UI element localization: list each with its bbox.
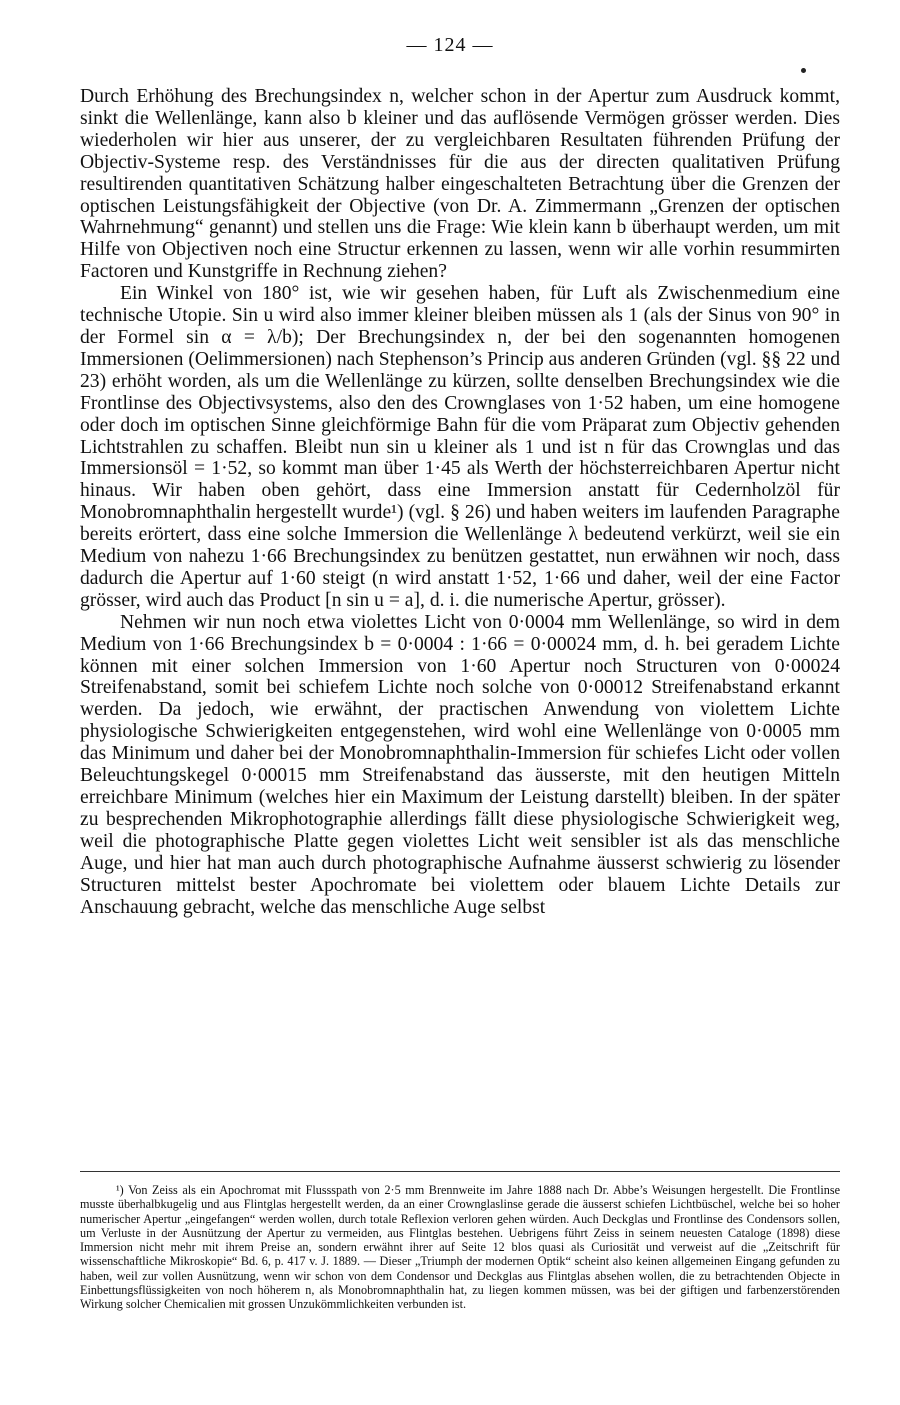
footnote: ¹) Von Zeiss als ein Apochromat mit Flussspath von 2·5 mm Brennweite im Jahre 1888 nach Dr. Abbe’s Weisungen hergestellt. Die Frontlinse musste überhalbkugelig und aus Flintglas hergestellt werden, da an einer Crownglaslinse gerade die äusserst schiefen Lichtbüschel, welche bei so hoher numerischer Apertur „eingefangen“ werden wollen, durch totale Reflexion verloren gehen würden. Auch Deckglas und Frontlinse des Condensors sollen, um Verluste in der Ausnützung der Apertur zu vermeiden, aus Flintglas bestehen. Uebrigens führt Zeiss in seinem neuesten Cataloge (1898) diese Immersion nicht mehr mit ihrem Preise an, sondern erwähnt ihrer auf Seite 12 blos quasi als Curiosität und verweist auf die „Zeitschrift für wissenschaftliche Mikroskopie“ Bd. 6, p. 417 v. J. 1889. — Dieser „Triumph der modernen Optik“ scheint also keinen allgemeinen Eingang gefunden zu haben, weil zur vollen Ausnützung, wenn wir schon von dem Condensor und Deckglas aus Flintglas absehen wollen, die zu betrachtenden Objecte in Einbettungsflüssigkeiten von noch höherem n, als Monobromnaphthalin hat, zu liegen kommen müssen, was bei der giftigen und farbenzerstörenden Wirkung solcher Chemicalien mit grossen Unzukömmlichkeiten verbunden ist. bbox=[80, 1183, 840, 1312]
print-speck bbox=[801, 68, 806, 73]
paragraph-2: Ein Winkel von 180° ist, wie wir gesehen haben, für Luft als Zwischenmedium eine technische Utopie. Sin u wird also immer kleiner bleiben müssen als 1 (als der Sinus von 90° in der Formel sin α = λ/b); Der Brechungsindex n, der bei den sogenannten homogenen Immersionen (Oelimmersionen) nach Stephenson’s Princip aus anderen Gründen (vgl. §§ 22 und 23) erhöht worden, als um die Wellenlänge zu kürzen, sollte denselben Brechungsindex wie die Frontlinse des Objectivsystems, also den des Crownglases von 1·52 haben, um eine homogene oder doch im optischen Sinne gleichförmige Bahn für die vom Präparat zum Objectiv gehenden Lichtstrahlen zu schaffen. Bleibt nun sin u kleiner als 1 und ist n für das Crownglas und das Immersionsöl = 1·52, so kommt man über 1·45 als Werth der höchsterreichbaren Apertur nicht hinaus. Wir haben oben gehört, dass eine Immersion anstatt für Cedernholzöl für Monobromnaphthalin hergestellt wurde¹) (vgl. § 26) und haben weiters im laufenden Paragraphe bereits erörtert, dass eine solche Immersion die Wellenlänge λ bedeutend verkürzt, weil sie ein Medium von nahezu 1·66 Brechungsindex zu benützen gestattet, nun erwähnen wir noch, dass dadurch die Apertur auf 1·60 steigt (n wird anstatt 1·52, 1·66 und daher, weil der eine Factor grösser, wird auch das Product [n sin u = a], d. i. die numerische Apertur, grösser). bbox=[80, 283, 840, 611]
page-number: — 124 — bbox=[406, 34, 494, 56]
footnote-rule bbox=[80, 1171, 840, 1172]
paragraph-3: Nehmen wir nun noch etwa violettes Licht von 0·0004 mm Wellenlänge, so wird in dem Medium von 1·66 Brechungsindex b = 0·0004 : 1·66 = 0·00024 mm, d. h. bei geradem Lichte können mit einer solchen Immersion von 1·60 Apertur noch Structuren von 0·00024 Streifenabstand, somit bei schiefem Lichte noch solche von 0·00012 Streifenabstand erkannt werden. Da jedoch, wie erwähnt, der practischen Anwendung von violettem Lichte physiologische Schwierigkeiten entgegenstehen, wird wohl eine Wellenlänge von 0·0005 mm das Minimum und daher bei der Monobromnaphthalin-Immersion für schiefes Licht oder vollen Beleuchtungskegel 0·00015 mm Streifenabstand das äusserste, mit den heutigen Mitteln erreichbare Minimum (welches hier ein Maximum der Leistung darstellt) bleiben. In der später zu besprechenden Mikrophotographie allerdings fällt diese physiologische Schwierigkeit weg, weil die photographische Platte gegen violettes Licht weit sensibler ist als das menschliche Auge, und hier hat man auch durch photographische Aufnahme äusserst schwierig zu lösender Structuren mittelst bester Apochromate bei violettem oder blauem Lichte Details zur Anschauung gebracht, welche das menschliche Auge selbst bbox=[80, 611, 840, 918]
paragraph-1: Durch Erhöhung des Brechungsindex n, welcher schon in der Apertur zum Ausdruck kommt, sinkt die Wellenlänge, kann also b kleiner und das auflösende Vermögen grösser werden. Dies wiederholen wir hier aus unserer, der zu vergleichbaren Resultaten führenden Prüfung der Objectiv-Systeme resp. des Verständnisses für die aus der directen qualitativen Prüfung resultirenden quantitativen Schätzung halber eingeschalteten Betrachtung über die Grenzen der optischen Leistungsfähigkeit der Objective (von Dr. A. Zimmermann „Grenzen der optischen Wahrnehmung“ genannt) und stellen uns die Frage: Wie klein kann b überhaupt werden, um mit Hilfe von Objectiven noch eine Structur erkennen zu lassen, wenn wir alle vorhin resummirten Factoren und Kunstgriffe in Rechnung ziehen? bbox=[80, 86, 840, 283]
main-text bbox=[80, 86, 840, 918]
